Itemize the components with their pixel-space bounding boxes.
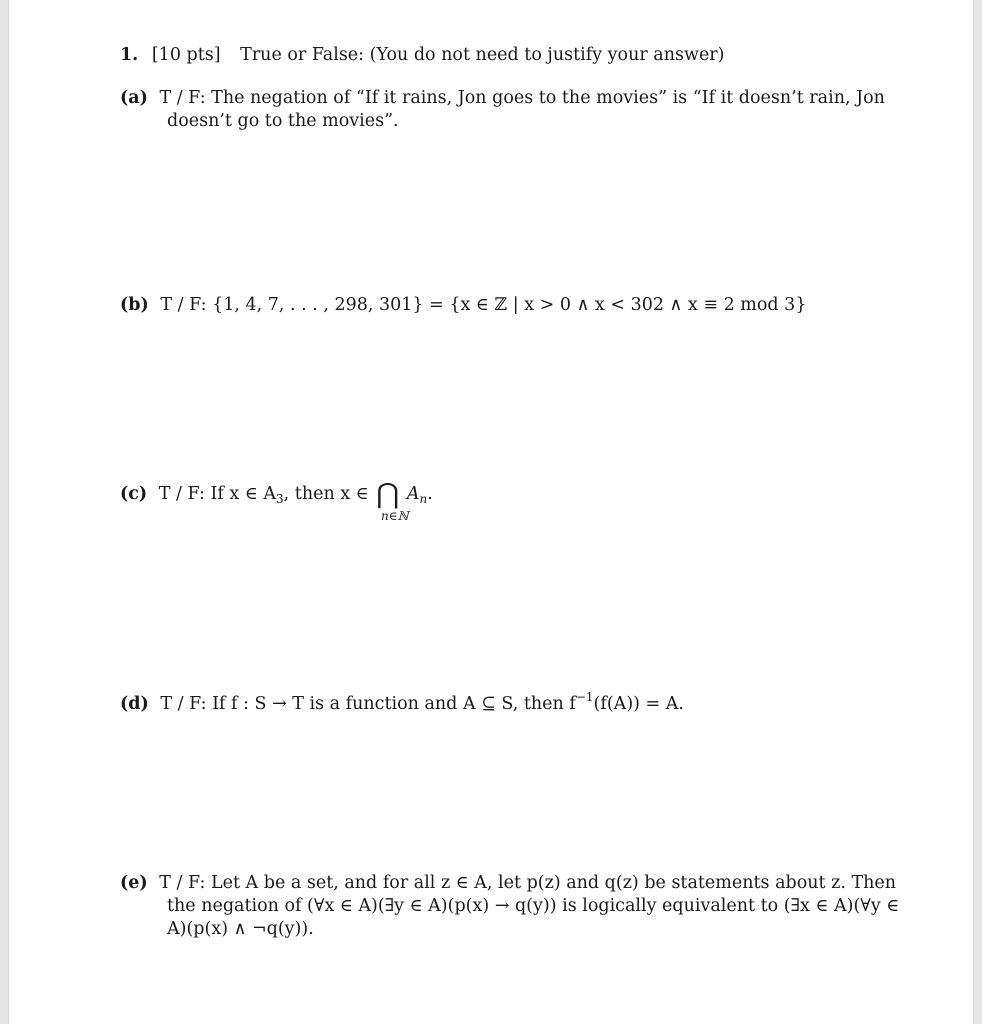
question-number: 1. — [120, 45, 139, 65]
part-d-text-before: If f : S → T is a function and A ⊆ S, then f — [212, 694, 576, 714]
part-c-tf: T / F: — [158, 484, 205, 504]
part-d-line — [120, 686, 684, 715]
part-a-tf: T / F: — [159, 88, 206, 108]
part-c-label: (c) — [120, 484, 148, 504]
question-title: True or False: (You do not need to justify your answer) — [240, 45, 725, 65]
part-a-text-line1: The negation of “If it rains, Jon goes to the movies” is “If it doesn’t rain, Jon — [211, 88, 885, 108]
part-c-period: . — [427, 484, 433, 504]
part-e-tf: T / F: — [159, 873, 206, 893]
part-d-tf: T / F: — [160, 694, 207, 714]
big-intersection-symbol: ⋂ — [376, 477, 400, 510]
part-c-text-before: If x ∈ A — [210, 484, 277, 504]
part-e-label: (e) — [120, 873, 148, 893]
part-a-label: (a) — [120, 88, 148, 108]
part-e-line2: the negation of (∀x ∈ A)(∃y ∈ A)(p(x) → q(y)) is logically equivalent to (∃x ∈ A)(∀y ∈ — [167, 896, 900, 916]
part-d-superscript: −1 — [575, 690, 594, 704]
part-b-label: (b) — [120, 295, 149, 315]
question-points: [10 pts] — [151, 45, 221, 65]
part-e-line3: A)(p(x) ∧ ¬q(y)). — [167, 919, 314, 939]
part-d-text-after: (f(A)) = A. — [593, 694, 684, 714]
part-a-line2: doesn’t go to the movies”. — [167, 111, 399, 131]
document-page — [8, 0, 974, 1024]
part-c-subscript-n: n — [419, 492, 428, 506]
part-c-set-a: A — [406, 484, 420, 504]
question-header — [120, 44, 725, 66]
part-e-text-line1: Let A be a set, and for all z ∈ A, let p(z) and q(z) be statements about z. Then — [210, 873, 897, 893]
part-d-label: (d) — [120, 694, 149, 714]
intersection-index: n∈ℕ — [381, 509, 409, 523]
part-c-line — [120, 477, 433, 510]
part-c-subscript-3: 3 — [276, 492, 284, 506]
part-c-text-mid: , then x ∈ — [283, 484, 369, 504]
part-e-line1 — [120, 872, 896, 894]
part-b-line — [120, 294, 806, 316]
part-b-tf: T / F: — [160, 295, 207, 315]
part-b-statement: {1, 4, 7, . . . , 298, 301} = {x ∈ ℤ | x > 0 ∧ x < 302 ∧ x ≡ 2 mod 3} — [212, 295, 807, 315]
part-a-line1 — [120, 87, 885, 109]
